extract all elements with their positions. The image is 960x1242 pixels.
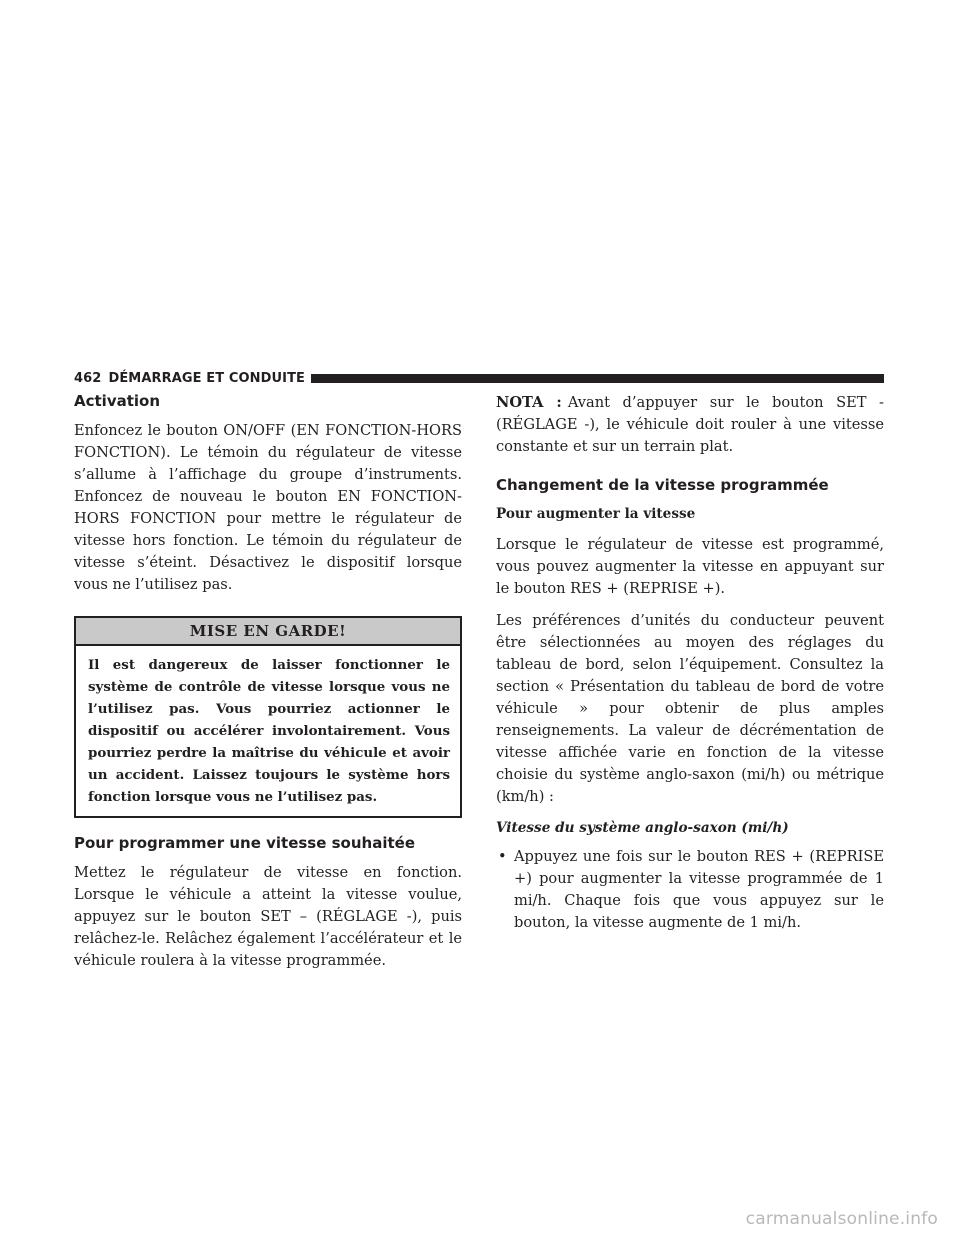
change-speed-heading: Changement de la vitesse programmée: [496, 476, 829, 494]
imperial-speed-subheading: Vitesse du système anglo-saxon (mi/h): [496, 820, 789, 836]
right-column: [496, 392, 884, 934]
program-speed-heading: Pour programmer une vitesse souhaitée: [74, 834, 415, 852]
program-speed-paragraph: Mettez le régulateur de vitesse en fonction. Lorsque le véhicule a atteint la vitesse voulue, appuyez sur le bouton SET – (RÉGLAGE -), puis relâchez-le. Relâchez également l’accélérateur et le véhicule roulera à la vitesse programmée.: [74, 864, 462, 969]
activation-paragraph: Enfoncez le bouton ON/OFF (EN FONCTION-HORS FONCTION). Le témoin du régulateur de vitesse s’allume à l’affichage du groupe d’instruments. Enfoncez de nouveau le bouton EN FONCTION-HORS FONCTION pour mettre le régulateur de vitesse hors fonction. Le témoin du régulateur de vitesse s’éteint. Désactivez le dispositif lorsque vous ne l’utilisez pas.: [74, 422, 462, 593]
watermark: carmanualsonline.info: [745, 1209, 938, 1229]
page-header: [74, 368, 884, 388]
left-column: [74, 392, 462, 982]
bullet-icon: •: [498, 848, 507, 865]
bullet-text: Appuyez une fois sur le bouton RES + (REPRISE +) pour augmenter la vitesse programmée de 1 mi/h. Chaque fois que vous appuyez sur le bouton, la vitesse augmente de 1 mi/h.: [514, 848, 884, 931]
nota-text: Avant d’appuyer sur le bouton SET - (RÉGLAGE -), le véhicule doit rouler à une vitesse constante et sur un terrain plat.: [496, 394, 884, 455]
warning-text: Il est dangereux de laisser fonctionner le système de contrôle de vitesse lorsque vous ne l’utilisez pas. Vous pourriez actionner le dispositif ou accélérer involontairement. Vous pourriez perdre la maîtrise du véhicule et avoir un accident. Laissez toujours le système hors fonction lorsque vous ne l’utilisez pas.: [88, 657, 450, 805]
increase-speed-subheading: Pour augmenter la vitesse: [496, 506, 696, 522]
warning-box: [74, 616, 462, 818]
section-title: DÉMARRAGE ET CONDUITE: [108, 370, 306, 386]
units-paragraph: Les préférences d’unités du conducteur peuvent être sélectionnées au moyen des réglages du tableau de bord, selon l’équipement. Consultez la section « Présentation du tableau de bord de votre véhicule » pour obtenir de plus amples renseignements. La valeur de décrémentation de vitesse affichée varie en fonction de la vitesse choisie du système anglo-saxon (mi/h) ou métrique (km/h) :: [496, 612, 884, 805]
header-rule: [311, 374, 884, 383]
increase-speed-paragraph: Lorsque le régulateur de vitesse est programmé, vous pouvez augmenter la vitesse en appuyant sur le bouton RES + (REPRISE +).: [496, 536, 884, 597]
page-number: 462: [74, 370, 102, 386]
running-header: [74, 371, 305, 386]
list-item: [496, 846, 884, 934]
nota-paragraph: [496, 392, 884, 458]
warning-title: MISE EN GARDE!: [76, 618, 460, 646]
activation-heading: Activation: [74, 392, 161, 410]
nota-label: NOTA :: [496, 394, 562, 411]
